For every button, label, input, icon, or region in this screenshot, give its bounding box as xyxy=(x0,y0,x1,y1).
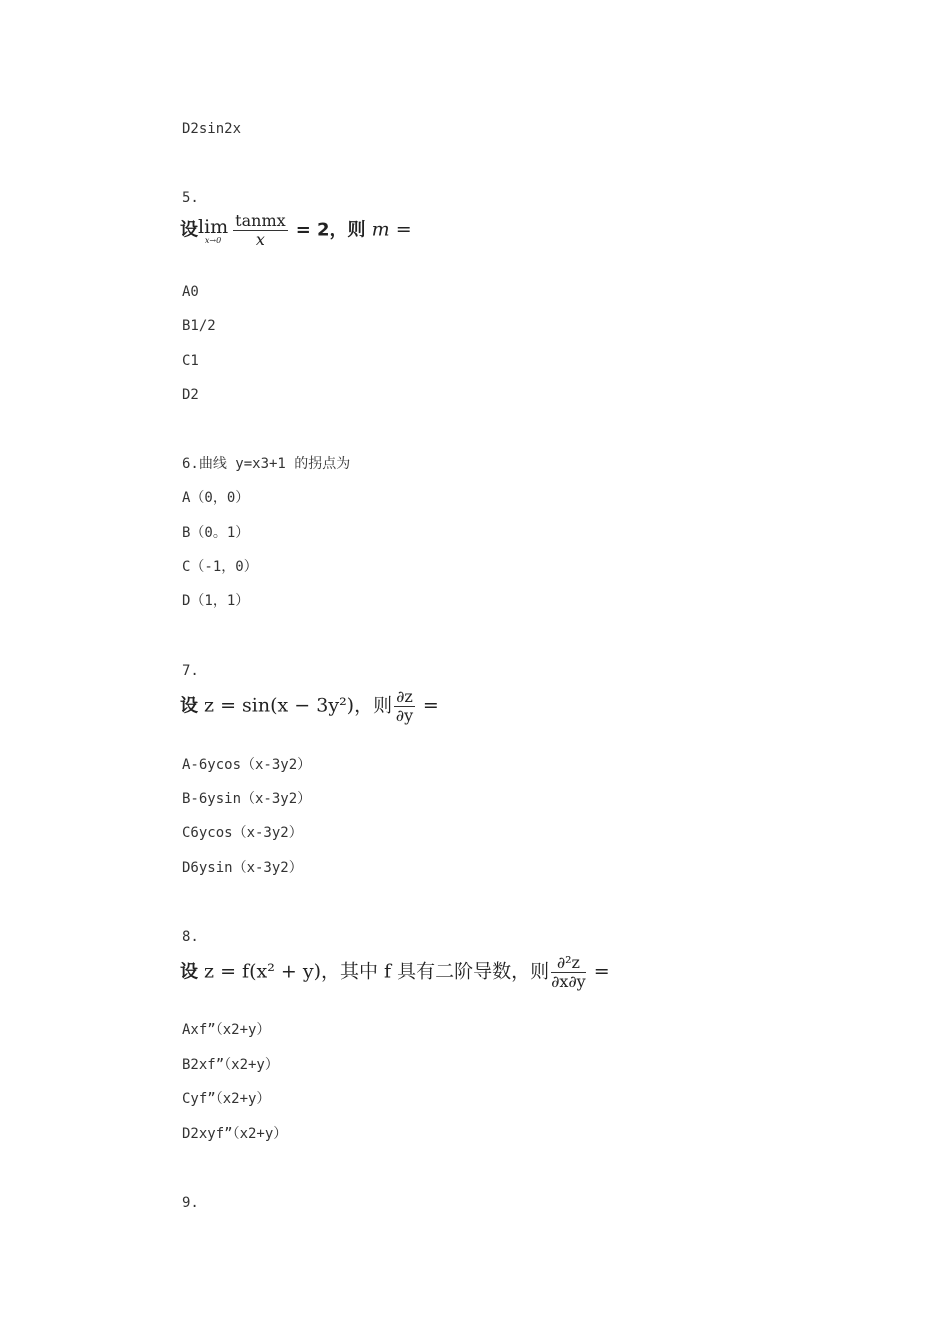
q5-option-a: A0 xyxy=(182,284,199,300)
q5-end: = xyxy=(395,218,412,241)
q7-end: = xyxy=(422,694,439,717)
q5-var: m xyxy=(371,218,390,241)
q7-option-a: A-6ycos（x-3y2） xyxy=(182,757,312,773)
q6-option-b: B（0。1） xyxy=(182,525,250,541)
q5-formula xyxy=(180,212,412,252)
q6-option-c: C（-1，0） xyxy=(182,559,258,575)
q8-fraction: $\frac{\text{∂²z}}{\partial x\partial y}$ xyxy=(551,953,586,991)
q8-end: = xyxy=(593,960,610,983)
q5-number: 5. xyxy=(182,190,199,206)
q7-prefix: 设 xyxy=(180,695,198,717)
q5-limit: lim x→0 xyxy=(198,215,229,245)
q5-prefix: 设 xyxy=(180,219,198,241)
q5-option-c: C1 xyxy=(182,353,199,369)
q6-option-d: D（1，1） xyxy=(182,593,250,609)
q7-expr: z = sin(x − 3y²)，则 xyxy=(204,694,393,717)
q8-expr: z = f(x² + y)，其中 f 具有二阶导数，则 xyxy=(204,960,550,983)
q7-number: 7. xyxy=(182,663,199,679)
q9-number: 9. xyxy=(182,1195,199,1211)
q8-formula xyxy=(180,954,610,994)
q8-option-c: Cyf”（x2+y） xyxy=(182,1091,271,1107)
q7-option-c: C6ycos（x-3y2） xyxy=(182,825,303,841)
q4-option-d: D2sin2x xyxy=(182,121,242,137)
q6-option-a: A（0，0） xyxy=(182,490,250,506)
q8-option-a: Axf”（x2+y） xyxy=(182,1022,271,1038)
q5-fraction: $\frac{\text{tanmx}}{x}$ xyxy=(235,211,286,249)
q6-stem: 6.曲线 y=x3+1 的拐点为 xyxy=(182,456,351,472)
q8-option-b: B2xf”（x2+y） xyxy=(182,1057,279,1073)
q5-rest: = 2，则 xyxy=(295,219,366,241)
q8-prefix: 设 xyxy=(180,961,198,983)
q7-formula xyxy=(180,688,439,728)
q7-option-d: D6ysin（x-3y2） xyxy=(182,860,303,876)
q8-number: 8. xyxy=(182,929,199,945)
q7-option-b: B-6ysin（x-3y2） xyxy=(182,791,312,807)
q8-option-d: D2xyf”（x2+y） xyxy=(182,1126,288,1142)
q7-fraction: $\frac{\partial z}{\partial y}$ xyxy=(395,687,414,725)
q5-option-d: D2 xyxy=(182,387,199,403)
q5-option-b: B1/2 xyxy=(182,318,216,334)
